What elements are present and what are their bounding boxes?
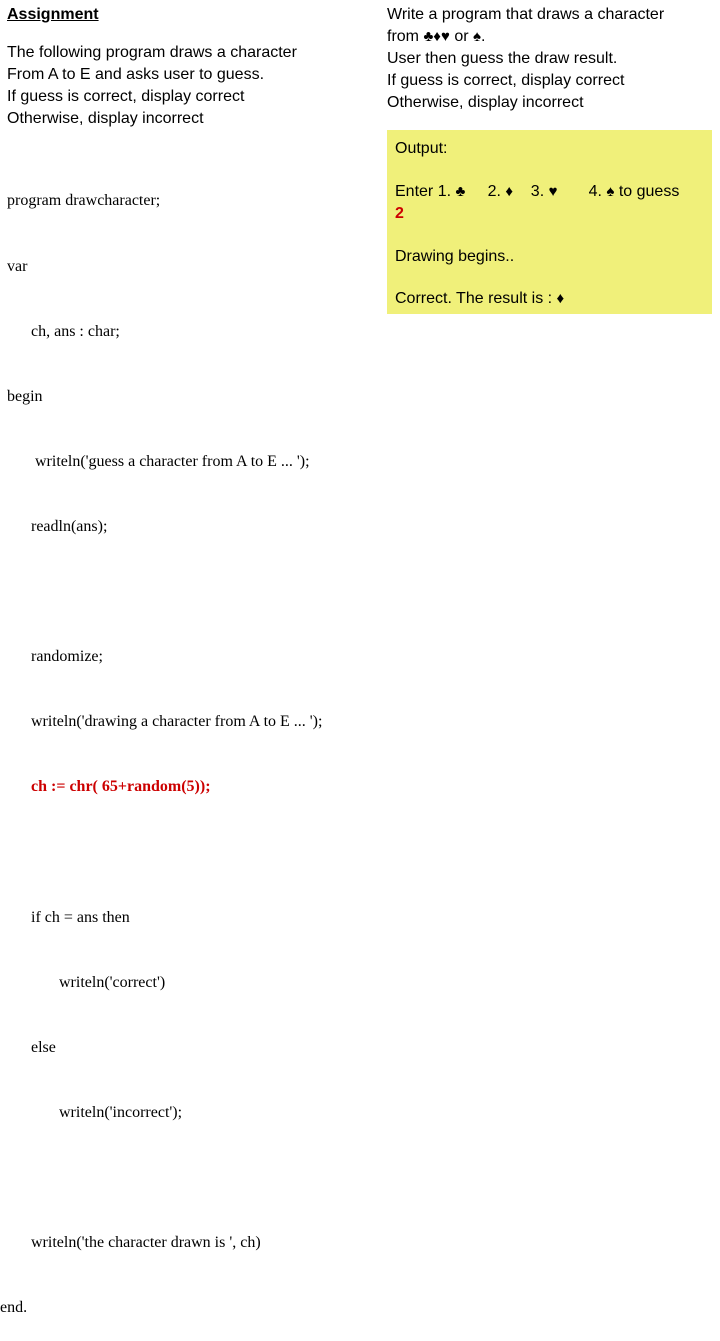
assignment-title: Assignment bbox=[7, 6, 99, 23]
code-line: ch, ans : char; bbox=[7, 322, 120, 340]
suit-icons-club-diamond-heart: ♣♦♥ bbox=[423, 28, 450, 45]
code-line: program drawcharacter; bbox=[7, 192, 161, 210]
code-line bbox=[7, 842, 377, 864]
spade-icon: ♠ bbox=[473, 28, 481, 45]
club-icon: ♣ bbox=[455, 183, 466, 200]
spade-icon: ♠ bbox=[606, 183, 615, 200]
exercise-period: . bbox=[480, 28, 486, 45]
output-prompt bbox=[395, 181, 679, 203]
code-line: randomize; bbox=[7, 648, 103, 666]
diamond-icon: ♦ bbox=[505, 183, 514, 200]
code-line: writeln('drawing a character from A to E ... '); bbox=[7, 713, 323, 731]
code-line bbox=[7, 1167, 377, 1189]
description-line: If guess is correct, display correct bbox=[7, 88, 245, 105]
exercise-from: from bbox=[387, 28, 419, 45]
exercise-line: User then guess the draw result. bbox=[387, 50, 618, 67]
code-line: if ch = ans then bbox=[7, 908, 130, 926]
prompt-opt3: 3. bbox=[530, 183, 545, 200]
code-line: writeln('incorrect'); bbox=[7, 1103, 183, 1121]
diamond-icon: ♦ bbox=[556, 290, 565, 307]
exercise-line: Otherwise, display incorrect bbox=[387, 94, 584, 111]
code-line bbox=[7, 581, 377, 603]
code-line: writeln('the character drawn is ', ch) bbox=[7, 1234, 261, 1252]
code-line: else bbox=[7, 1038, 56, 1056]
prompt-suffix: to guess bbox=[618, 183, 680, 200]
assignment-description bbox=[7, 4, 367, 130]
code-line: readln(ans); bbox=[7, 517, 108, 535]
prompt-opt2: 2. bbox=[487, 183, 501, 200]
output-panel bbox=[387, 130, 712, 314]
prompt-enter: Enter 1. bbox=[395, 183, 452, 200]
output-label: Output: bbox=[395, 140, 448, 157]
code-line: var bbox=[7, 257, 28, 275]
prompt-opt4: 4. bbox=[588, 183, 602, 200]
code-listing bbox=[0, 147, 377, 1341]
code-line-highlighted: ch := chr( 65+random(5)); bbox=[7, 778, 211, 796]
drawing-message: Drawing begins.. bbox=[395, 248, 515, 265]
result-message bbox=[395, 288, 564, 310]
code-line: writeln('guess a character from A to E ... '); bbox=[7, 452, 310, 470]
description-line: Otherwise, display incorrect bbox=[7, 110, 204, 127]
result-text: Correct. The result is : bbox=[395, 290, 553, 307]
description-line: From A to E and asks user to guess. bbox=[7, 66, 265, 83]
exercise-line-suits bbox=[387, 26, 717, 48]
exercise-line: Write a program that draws a character bbox=[387, 6, 665, 23]
user-input-value: 2 bbox=[395, 205, 404, 222]
exercise-line: If guess is correct, display correct bbox=[387, 72, 625, 89]
code-line: writeln('correct') bbox=[7, 973, 166, 991]
heart-icon: ♥ bbox=[548, 183, 558, 200]
exercise-or: or bbox=[454, 28, 469, 45]
exercise-description bbox=[387, 4, 717, 114]
code-line: begin bbox=[7, 387, 43, 405]
code-line: end. bbox=[0, 1299, 28, 1317]
description-line: The following program draws a character bbox=[7, 44, 297, 61]
